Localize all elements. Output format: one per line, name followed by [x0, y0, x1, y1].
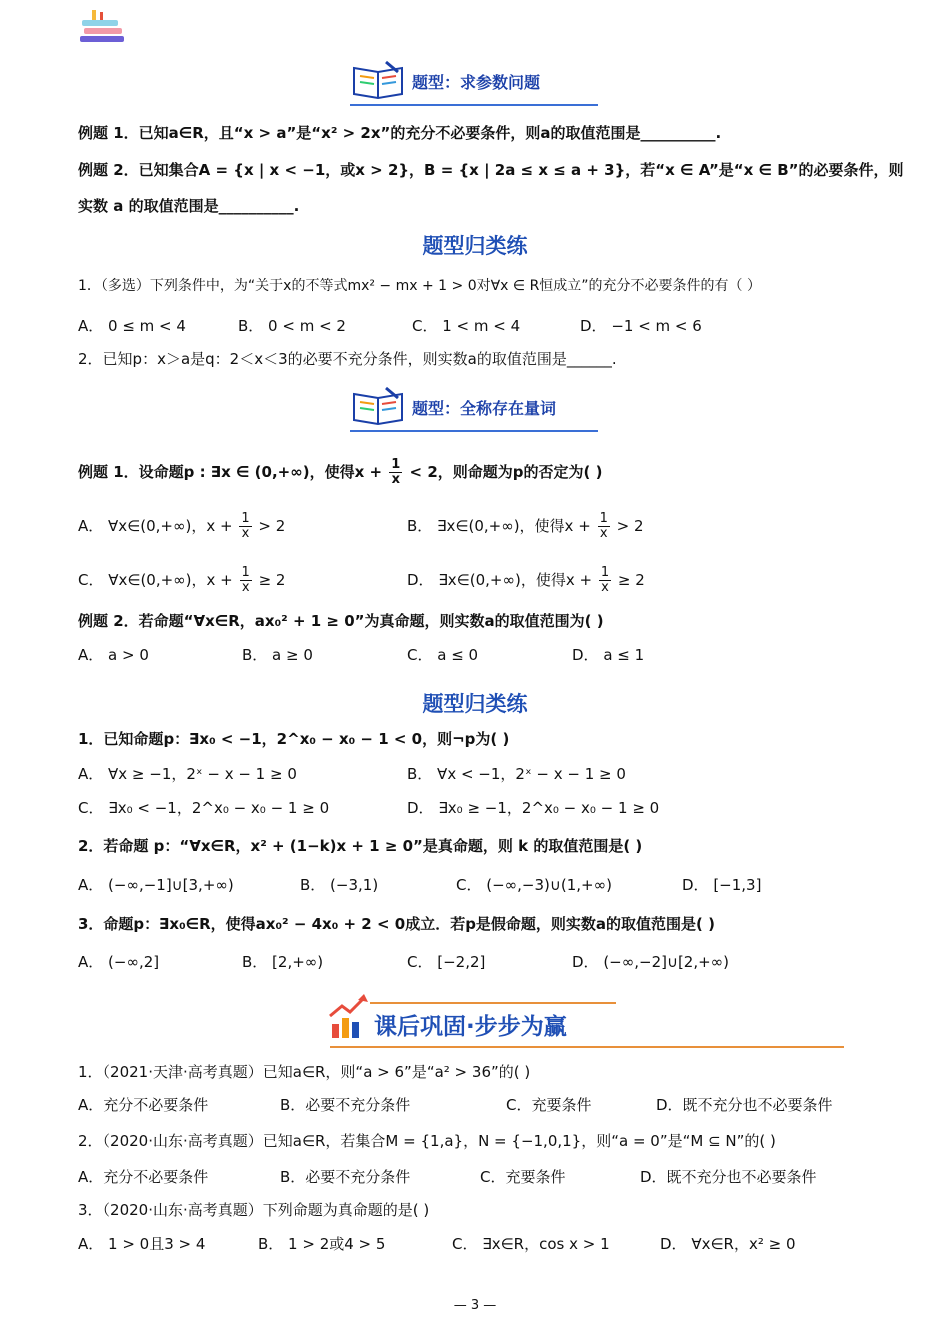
- practice2-q2-option-d: D． [−1,3]: [682, 876, 762, 894]
- homework-bottom-rule: [330, 1046, 844, 1048]
- homework-q2-option-d: D．既不充分也不必要条件: [640, 1168, 817, 1186]
- homework-q3-option-c: C． ∃x∈R，cos x > 1: [452, 1235, 610, 1253]
- practice2-q1-option-c: C． ∃x₀ < −1，2^x₀ − x₀ − 1 ≥ 0: [78, 799, 330, 817]
- practice2-q1-option-a: A． ∀x ≥ −1，2ˣ − x − 1 ≥ 0: [78, 765, 297, 783]
- homework-q1: 1．（2021·天津·高考真题）已知a∈R，则“a > 6”是“a² > 36”的( ): [78, 1063, 531, 1081]
- homework-title: 课后巩固·步步为赢: [374, 1014, 567, 1040]
- homework-q1-option-b: B．必要不充分条件: [280, 1096, 411, 1114]
- example-2-line1: 例题 2．已知集合A = {x | x < −1，或x > 2}，B = {x | 2a ≤ x ≤ a + 3}，若“x ∈ A”是“x ∈ B”的必要条件，则: [78, 161, 904, 179]
- practice1-q2: 2．已知p：x＞a是q：2＜x＜3的必要不充分条件，则实数a的取值范围是______.: [78, 350, 617, 368]
- example-1: 例题 1．已知a∈R，且“x > a”是“x² > 2x”的充分不必要条件，则a的取值范围是__________.: [78, 124, 722, 142]
- homework-q3: 3．（2020·山东·高考真题）下列命题为真命题的是( ): [78, 1201, 430, 1219]
- quantifier-ex1-option-c: C． ∀x∈(0,+∞)，x + $\frac{1}{x}$ ≥ 2: [78, 565, 286, 595]
- practice1-q1-option-c: C． 1 < m < 4: [412, 317, 521, 335]
- quantifier-example-2: 例题 2．若命题“∀x∈R，ax₀² + 1 ≥ 0”为真命题，则实数a的取值范围为( ): [78, 612, 604, 630]
- open-book-icon: [350, 60, 406, 100]
- practice1-q1-option-a: A． 0 ≤ m < 4: [78, 317, 186, 335]
- practice2-q1-option-b: B． ∀x < −1，2ˣ − x − 1 ≥ 0: [407, 765, 626, 783]
- practice1-q1: 1．（多选）下列条件中，为“关于x的不等式mx² − mx + 1 > 0对∀x ∈ R恒成立”的充分不必要条件的有（ ）: [78, 278, 761, 294]
- quantifier-example-1: 例题 1．设命题p : ∃x ∈ (0,+∞)，使得x + $\frac{1}{x}$ < 2，则命题为p的否定为( ): [78, 457, 603, 487]
- example-2-line2: 实数 a 的取值范围是__________.: [78, 197, 300, 215]
- homework-q2-option-b: B．必要不充分条件: [280, 1168, 411, 1186]
- practice2-q3-option-b: B． [2,+∞): [242, 953, 324, 971]
- homework-q3-option-d: D． ∀x∈R，x² ≥ 0: [660, 1235, 796, 1253]
- section-title-quantifiers: 题型：全称存在量词: [412, 399, 557, 418]
- practice2-q2-option-c: C． (−∞,−3)∪(1,+∞): [456, 876, 612, 894]
- practice1-q1-option-b: B． 0 < m < 2: [238, 317, 346, 335]
- quantifier-ex2-option-b: B． a ≥ 0: [242, 646, 313, 664]
- practice2-q2-option-b: B． (−3,1): [300, 876, 379, 894]
- quantifier-ex1-option-d: D． ∃x∈(0,+∞)，使得x + $\frac{1}{x}$ ≥ 2: [407, 565, 645, 595]
- quantifier-ex2-option-d: D． a ≤ 1: [572, 646, 645, 664]
- practice-title: 题型归类练: [422, 234, 528, 258]
- quantifier-ex2-option-c: C． a ≤ 0: [407, 646, 479, 664]
- practice2-q1: 1．已知命题p：∃x₀ < −1，2^x₀ − x₀ − 1 < 0，则¬p为( ): [78, 730, 510, 748]
- practice2-q3-option-a: A． (−∞,2]: [78, 953, 160, 971]
- practice-title: 题型归类练: [422, 692, 528, 716]
- practice2-q2-option-a: A． (−∞,−1]∪[3,+∞): [78, 876, 234, 894]
- homework-q2-option-a: A．充分不必要条件: [78, 1168, 209, 1186]
- homework-top-rule: [370, 1002, 616, 1004]
- quantifier-ex1-option-b: B． ∃x∈(0,+∞)，使得x + $\frac{1}{x}$ > 2: [407, 511, 644, 541]
- homework-q3-option-b: B． 1 > 2或4 > 5: [258, 1235, 386, 1253]
- homework-q1-option-a: A．充分不必要条件: [78, 1096, 209, 1114]
- section-rule: [350, 430, 598, 432]
- homework-q1-option-d: D．既不充分也不必要条件: [656, 1096, 833, 1114]
- practice2-q2: 2．若命题 p：“∀x∈R，x² + (1−k)x + 1 ≥ 0”是真命题，则 k 的取值范围是( ): [78, 837, 643, 855]
- practice2-q3-option-d: D． (−∞,−2]∪[2,+∞): [572, 953, 730, 971]
- section-title-params: 题型：求参数问题: [412, 73, 541, 92]
- open-book-icon: [350, 386, 406, 426]
- practice2-q3: 3．命题p：∃x₀∈R，使得ax₀² − 4x₀ + 2 < 0成立．若p是假命题，则实数a的取值范围是( ): [78, 915, 715, 933]
- homework-q3-option-a: A． 1 > 0且3 > 4: [78, 1235, 206, 1253]
- quantifier-ex2-option-a: A． a > 0: [78, 646, 149, 664]
- stack-of-books-icon: [78, 8, 128, 50]
- practice2-q1-option-d: D． ∃x₀ ≥ −1，2^x₀ − x₀ − 1 ≥ 0: [407, 799, 660, 817]
- homework-q1-option-c: C．充要条件: [506, 1096, 592, 1114]
- section-rule: [350, 104, 598, 106]
- rising-chart-icon: [328, 994, 368, 1040]
- quantifier-ex1-option-a: A． ∀x∈(0,+∞)，x + $\frac{1}{x}$ > 2: [78, 511, 286, 541]
- homework-q2: 2．（2020·山东·高考真题）已知a∈R，若集合M = {1,a}，N = {−1,0,1}，则“a = 0”是“M ⊆ N”的( ): [78, 1132, 776, 1150]
- page-number: — 3 —: [453, 1298, 497, 1313]
- practice1-q1-option-d: D． −1 < m < 6: [580, 317, 702, 335]
- practice2-q3-option-c: C． [−2,2]: [407, 953, 486, 971]
- homework-q2-option-c: C．充要条件: [480, 1168, 566, 1186]
